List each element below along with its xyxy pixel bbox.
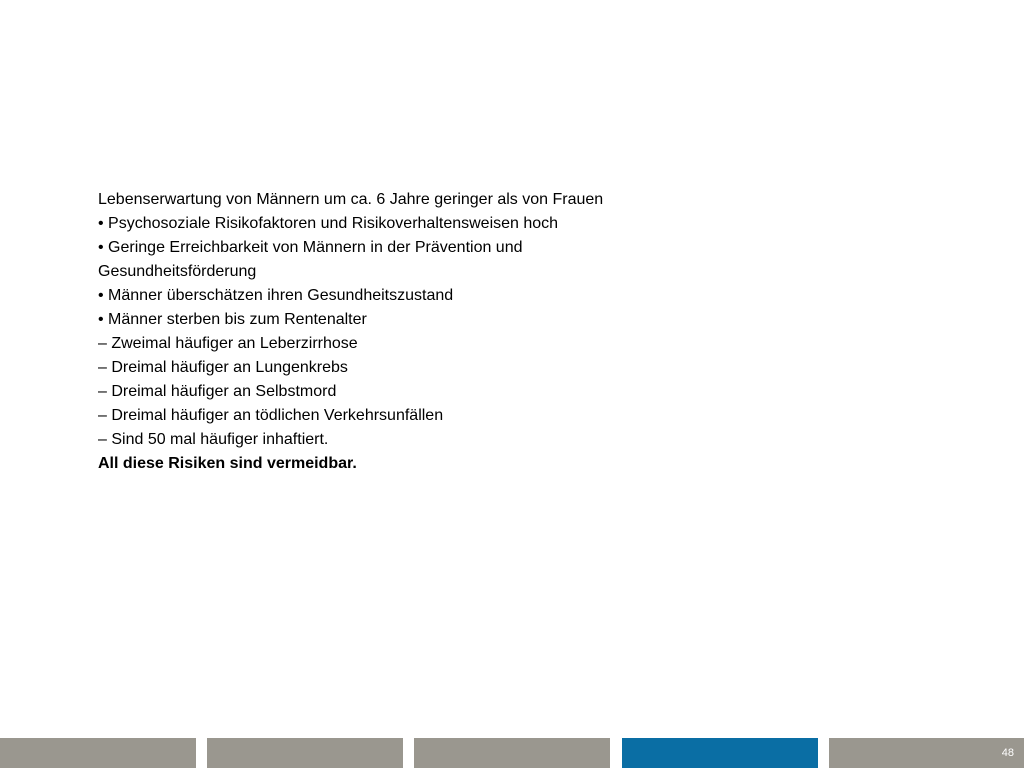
- slide-body-text: [98, 188, 638, 476]
- sub-item-liver-cirrhosis: – Zweimal häufiger an Leberzirrhose: [98, 335, 358, 352]
- bullet-psychosocial-risk: • Psychosoziale Risikofaktoren und Risikoverhaltensweisen hoch: [98, 215, 559, 232]
- page-number: 48: [1001, 747, 1014, 759]
- sub-item-lung-cancer: – Dreimal häufiger an Lungenkrebs: [98, 359, 348, 376]
- conclusion-line: All diese Risiken sind vermeidbar.: [98, 455, 357, 472]
- sub-item-imprisoned: – Sind 50 mal häufiger inhaftiert.: [98, 431, 329, 448]
- sub-item-suicide: – Dreimal häufiger an Selbstmord: [98, 383, 337, 400]
- footer-segment-2: [207, 738, 403, 768]
- footer-segment-4-active: [622, 738, 818, 768]
- sub-item-traffic-accidents: – Dreimal häufiger an tödlichen Verkehrsunfällen: [98, 407, 444, 424]
- footer-segment-5: [829, 738, 1024, 768]
- text-line-1: Lebenserwartung von Männern um ca. 6 Jahre geringer als von Frauen: [98, 191, 604, 208]
- bullet-prevention-reach: • Geringe Erreichbarkeit von Männern in der Prävention und Gesundheitsförderung: [98, 239, 523, 280]
- footer-segment-1: [0, 738, 196, 768]
- bullet-die-before-retirement: • Männer sterben bis zum Rentenalter: [98, 311, 367, 328]
- footer-segment-3: [414, 738, 610, 768]
- footer-bar: [0, 738, 1024, 768]
- bullet-overestimate-health: • Männer überschätzen ihren Gesundheitszustand: [98, 287, 454, 304]
